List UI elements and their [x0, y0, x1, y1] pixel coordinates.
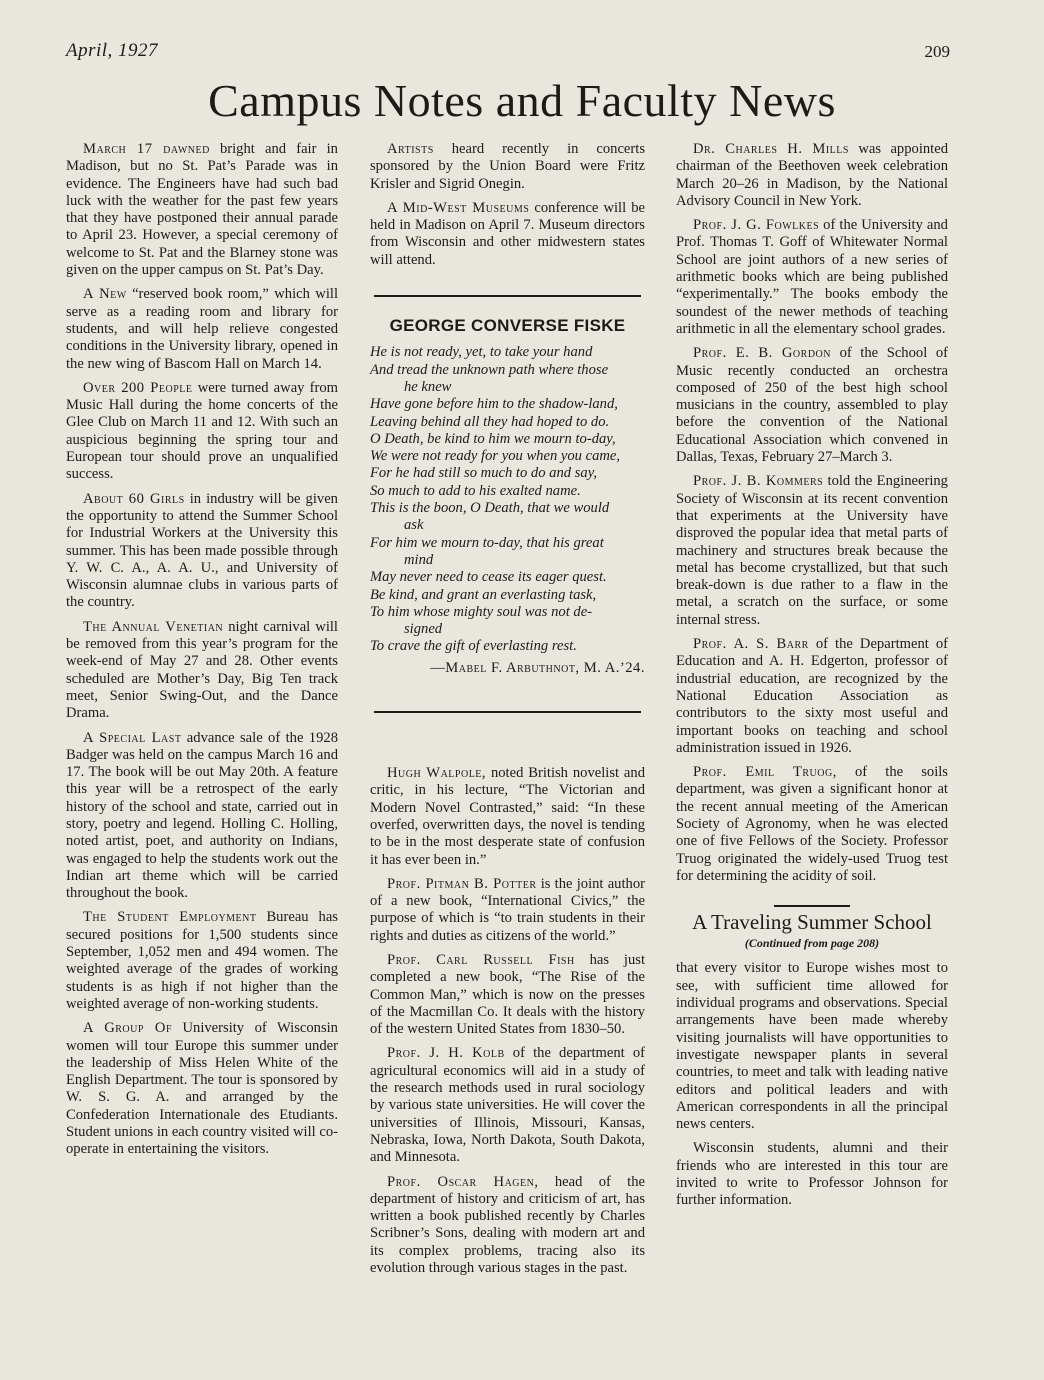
item-text: told the Engineering Society of Wisconsin at its recent convention that experiments at the University have disproved the popular idea that metal parts of machinery and structures break because the metal has become crystallized, but that such break-down is due rather to a flaw in the metal, a scratch on the surface, or some internal stress. — [676, 473, 948, 628]
item-lead: Prof. J. G. Fowlkes — [693, 217, 820, 234]
news-item — [370, 1045, 645, 1166]
item-text: was appointed chairman of the Beethoven week celebration March 20–26 in Madison, by the National Advisory Council in New York. — [676, 141, 948, 209]
item-lead: About 60 Girls — [83, 490, 185, 507]
item-text: noted British novelist and critic, in his lecture, “The Victorian and Modern Novel Contrasted,” said: “In these overfed, overwritten days, the novel is tending to be in the most desperate state of confusion it has ever been in.” — [370, 765, 645, 868]
item-lead: Prof. J. H. Kolb — [387, 1045, 505, 1062]
news-item — [370, 876, 645, 945]
news-item — [370, 765, 645, 869]
item-text: Bureau has secured positions for 1,500 students since September, 1,052 men and 494 women. The weighted average of the grades of working students is as high if not higher than the weighted average of non-working students. — [66, 909, 338, 1012]
item-text: of the department of agricultural economics will aid in a study of the research methods used in rural sociology by various state universities. He will cover the universities of Illinois, Missouri, Kansas, Nebraska, Iowa, North Dakota, South Dakota, and Minnesota. — [370, 1045, 645, 1166]
news-item — [676, 217, 948, 338]
news-item — [370, 141, 645, 193]
poem-line: signed — [404, 621, 443, 638]
item-text: “reserved book room,” which will serve as a reading room and library for students, and will help relieve congested conditions in the University library, opened in the new wing of Bascom Hall on March 14. — [66, 286, 338, 372]
page-title: Campus Notes and Faculty News — [208, 75, 836, 126]
poem-line: Have gone before him to the shadow-land, — [370, 396, 618, 413]
news-item — [370, 1174, 645, 1278]
news-item — [66, 286, 338, 372]
poem — [370, 344, 645, 655]
item-lead: March 17 dawned — [83, 141, 210, 157]
item-text: is the joint author of a new book, “International Civics,” the purpose of which is “to train students in their rights and duties as citizens of the world.” — [370, 875, 645, 944]
poem-line: And tread the unknown path where those — [370, 361, 609, 378]
item-lead: Prof. Carl Russell Fish — [387, 951, 575, 968]
news-item — [676, 636, 948, 757]
item-lead: The Annual Venetian — [83, 618, 224, 635]
item-lead: Dr. Charles H. Mills — [693, 141, 849, 157]
poem-line: This is the boon, O Death, that we would — [370, 500, 610, 517]
poem-line: he knew — [404, 378, 452, 395]
item-text: advance sale of the 1928 Badger was held on the campus March 16 and 17. The book will be out May 20th. A feature this year will be a retrospect of the early history of the school and state, carried out in story, poetry and legend. Holling C. Holling, noted artist, poet, and authority on Indians, was engaged to help the students work out the Indian art theme which will be carried throughout the book. — [66, 729, 338, 902]
summer-school-title: A Traveling Summer School — [692, 910, 932, 935]
poem-line: To crave the gift of everlasting rest. — [370, 638, 577, 655]
page-number: 209 — [924, 42, 950, 61]
item-lead: A Special Last — [83, 729, 182, 746]
item-lead: A Group Of — [83, 1020, 173, 1037]
news-item — [66, 909, 338, 1013]
news-item — [676, 141, 948, 210]
column-2 — [370, 141, 645, 1284]
news-item — [676, 473, 948, 629]
poem-line: O Death, be kind to him we mourn to-day, — [370, 430, 616, 447]
news-item — [66, 491, 338, 612]
poem-line: To him whose mighty soul was not de- — [370, 603, 593, 620]
item-text: of the soils department, was given a significant honor at the recent annual meeting of the American Society of Agronomy, when he was elected one of five Fellows of the Society. Professor Truog originated the widely-used Truog test for determining the acidity of soil. — [676, 764, 948, 884]
poem-line: He is not ready, yet, to take your hand — [370, 344, 593, 361]
item-text: of the School of Music recently conducted an orchestra composed of 250 of the best high school musicians in the country, assembled to play before the convention of the National Educational Association which convened in Dallas, Texas, February 27–March 3. — [676, 345, 948, 466]
item-text: bright and fair in Madison, but no St. Pat’s Parade was in evidence. The Engineers have had such bad luck with the weather for the past few years that they have postponed their annual parade to April 23. However, a special ceremony of welcome to St. Pat and the Blarney stone was given on the upper campus on St. Pat’s Day. — [66, 141, 338, 279]
column-3 — [676, 141, 948, 1217]
item-lead: Hugh Walpole, — [387, 765, 487, 782]
item-text: has just completed a new book, “The Rise of the Common Man,” which is now on the presses of the Macmillan Co. It deals with the history of the western United States from 1830–50. — [370, 951, 646, 1038]
poem-line: Leaving behind all they had hoped to do. — [370, 413, 610, 430]
item-lead: Prof. A. S. Barr — [693, 636, 809, 653]
issue-date: April, 1927 — [66, 40, 159, 61]
poem-line: mind — [404, 551, 434, 568]
item-text: head of the department of history and criticism of art, has written a book published recently by Charles Scribner’s Sons, dealing with modern art and its complex problems, tracing also its evolution through various stages in the past. — [370, 1173, 646, 1277]
news-item — [66, 730, 338, 903]
poem-line: ask — [404, 517, 424, 534]
item-lead: Prof. Emil Truog, — [693, 764, 837, 781]
section-rule — [774, 905, 850, 907]
item-text: conference will be held in Madison on April 7. Museum directors from Wisconsin and other midwestern states will attend. — [370, 199, 646, 268]
item-lead: Prof. Pitman B. Potter — [387, 875, 537, 892]
item-lead: The Student Employment — [83, 909, 257, 926]
item-lead: A Mid-West Museums — [387, 199, 530, 216]
item-text: night carnival will be removed from this year’s program for the week-end of May 27 and 28. Other events scheduled are Mother’s Day, Big Ten track meet, Senior Swing-Out, and the Dance Drama. — [66, 618, 338, 722]
poem-author: —Mabel F. Arbuthnot, M. A.’24. — [430, 659, 645, 676]
news-item — [676, 345, 948, 466]
continued-note: (Continued from page 208) — [744, 936, 880, 951]
item-lead: Prof. Oscar Hagen, — [387, 1173, 539, 1190]
item-lead: A New — [83, 286, 127, 303]
news-item — [66, 141, 338, 279]
poem-title: GEORGE CONVERSE FISKE — [389, 316, 626, 336]
poem-line: May never need to cease its eager quest. — [370, 569, 607, 586]
item-text: heard recently in concerts sponsored by the Union Board were Fritz Krisler and Sigrid Onegin. — [370, 141, 645, 192]
poem-line: Be kind, and grant an everlasting task, — [370, 586, 597, 603]
item-text: University of Wisconsin women will tour Europe this summer under the leadership of Miss Helen White of the English Department. The tour is sponsored by W. S. G. A. and arranged by the Confederation Internationale des Etudiants. Student unions in each country visited will co-operate in entertaining the visitors. — [66, 1020, 338, 1158]
poem-line: For he had still so much to do and say, — [370, 465, 598, 482]
item-lead: Prof. J. B. Kommers — [693, 473, 824, 490]
poem-line: We were not ready for you when you came, — [370, 448, 621, 465]
summer-school-paragraph: Wisconsin students, alumni and their friends who are interested in this tour are invited to write to Professor Johnson for further information. — [676, 1140, 948, 1209]
item-text: of the University and Prof. Thomas T. Goff of Whitewater Normal School are joint authors of a new series of arithmetic books which are being published “experimentally.” The books embody the soundest of the newer methods of teaching arithmetic in all the elementary school grades. — [676, 217, 948, 337]
poem-bottom-rule — [374, 711, 641, 713]
item-lead: Artists — [387, 141, 434, 157]
item-text: in industry will be given the opportunity to attend the Summer School for Industrial Workers at the University this summer. This has been made possible through Y. W. C. A., A. A. U., and University of Wisconsin alumnae clubs in various parts of the country. — [66, 490, 338, 611]
item-lead: Prof. E. B. Gordon — [693, 345, 831, 362]
item-text: were turned away from Music Hall during the home concerts of the Glee Club on March 11 and 12. With such an auspicious beginning the spring tour and European tour should prove an unqualified success. — [66, 379, 339, 483]
item-lead: Over 200 People — [83, 379, 193, 396]
news-item — [370, 200, 645, 269]
item-text: of the Department of Education and A. H. Edgerton, professor of industrial education, are recognized by the National Education Association as contributors to the sixty most useful and important books on teaching and school administration issued in 1926. — [676, 636, 948, 756]
news-item — [676, 764, 948, 885]
poem-line: So much to add to his exalted name. — [370, 482, 581, 499]
poem-line: For him we mourn to-day, that his great — [370, 534, 604, 551]
news-item — [66, 380, 338, 484]
news-item — [370, 952, 645, 1038]
news-item — [66, 1020, 338, 1158]
news-item — [66, 619, 338, 723]
column-1 — [66, 141, 338, 1166]
poem-top-rule — [374, 295, 641, 297]
summer-school-paragraph: that every visitor to Europe wishes most to see, with sufficient time allowed for individual programs and observations. Special arrangements have been made whereby visiting journalists will have opportunities to investigate newspaper plants in several countries, to meet and talk with leading native editors and political leaders and with American correspondents in all the principal news centers. — [676, 960, 948, 1133]
